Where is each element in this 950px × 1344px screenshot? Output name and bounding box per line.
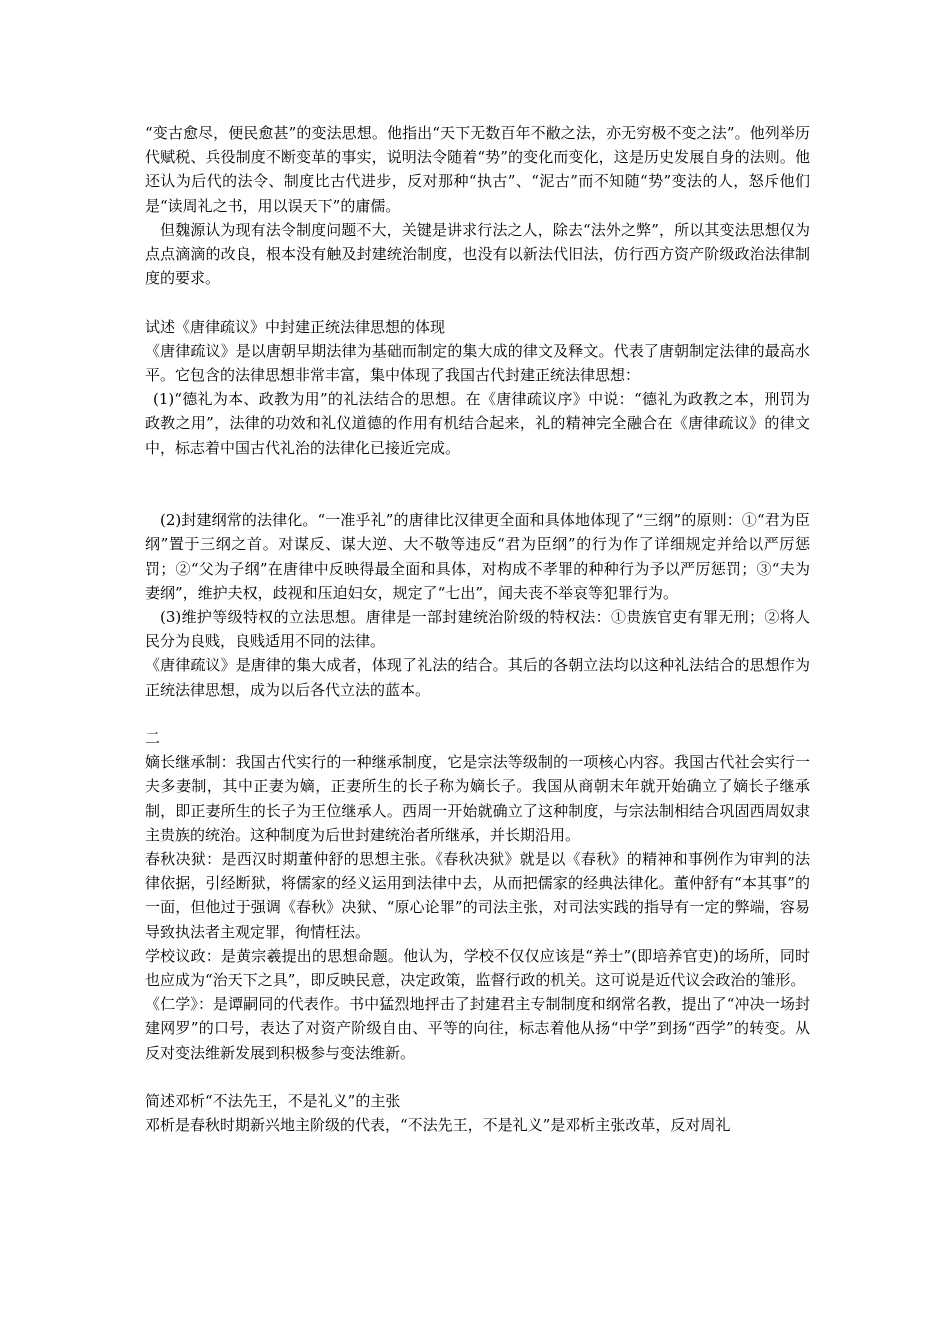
document-page [145, 121, 810, 1137]
heading-tang-code: 试述《唐律疏议》中封建正统法律思想的体现 [145, 317, 446, 336]
heading-deng-xi: 简述邓析“不法先王，不是礼义”的主张 [145, 1092, 401, 1111]
spacer [145, 702, 810, 726]
paragraph-tang-point-1: (1)“德礼为本、政教为用”的礼法结合的思想。在《唐律疏议序》中说：“德礼为政教之本，刑罚为政教之用”，法律的功效和礼仪道德的作用有机结合起来，礼的精神完全融合在《唐律疏议》的律文中，标志着中国古代礼治的法律化已接近完成。 [145, 390, 810, 457]
spacer [145, 460, 810, 508]
paragraph-chunqiu-jueyu: 春秋决狱：是西汉时期董仲舒的思想主张。《春秋决狱》就是以《春秋》的精神和事例作为审判的法律依据，引经断狱，将儒家的经义运用到法律中去，从而把儒家的经典法律化。董仲舒有“本其事”的一面，但他过于强调《春秋》决狱、“原心论罪”的司法主张，对司法实践的指导有一定的弊端，容易导致执法者主观定罪，徇情枉法。 [145, 850, 810, 941]
heading-section-two: 二 [145, 729, 161, 748]
paragraph-tang-conclusion: 《唐律疏议》是唐律的集大成者，体现了礼法的结合。其后的各朝立法均以这种礼法结合的思想作为正统法律思想，成为以后各代立法的蓝本。 [145, 656, 810, 699]
spacer [145, 1065, 810, 1089]
paragraph-tang-point-3: (3)维护等级特权的立法思想。唐律是一部封建统治阶级的特权法：①贵族官吏有罪无刑；②将人民分为良贱，良贱适用不同的法律。 [145, 608, 810, 651]
spacer [145, 290, 810, 314]
paragraph-renxue: 《仁学》：是谭嗣同的代表作。书中猛烈地抨击了封建君主专制制度和纲常名教，提出了“冲决一场封建网罗”的口号，表达了对资产阶级自由、平等的向往，标志着他从扬“中学”到扬“西学”的转变。从反对变法维新发展到积极参与变法维新。 [145, 995, 810, 1062]
paragraph-tang-point-2: (2)封建纲常的法律化。“一准乎礼”的唐律比汉律更全面和具体地体现了“三纲”的原则：①“君为臣纲”置于三纲之首。对谋反、谋大逆、大不敬等违反“君为臣纲”的行为作了详细规定并给以严厉惩罚；②“父为子纲”在唐律中反映得最全面和具体，对构成不孝罪的种种行为予以严厉惩罚；③“夫为妻纲”，维护夫权，歧视和压迫妇女，规定了“七出”，闻夫丧不举哀等犯罪行为。 [145, 511, 810, 602]
paragraph-wei-yuan-limits: 但魏源认为现有法令制度问题不大，关键是讲求行法之人，除去“法外之弊”，所以其变法思想仅为点点滴滴的改良，根本没有触及封建统治制度，也没有以新法代旧法，仿行西方资产阶级政治法律制度的要求。 [145, 220, 810, 288]
paragraph-reform-thought: “变古愈尽，便民愈甚”的变法思想。他指出“天下无数百年不敝之法，亦无穷极不变之法”。他列举历代赋税、兵役制度不断变革的事实，说明法令随着“势”的变化而变化，这是历史发展自身的法则。他还认为后代的法令、制度比古代进步，反对那种“执古”、“泥古”而不知随“势”变法的人，怒斥他们是“读周礼之书，用以误天下”的庸儒。 [145, 124, 810, 215]
paragraph-tang-code-intro: 《唐律疏议》是以唐朝早期法律为基础而制定的集大成的律文及释文。代表了唐朝制定法律的最高水平。它包含的法律思想非常丰富，集中体现了我国古代封建正统法律思想： [145, 341, 810, 385]
paragraph-deng-xi: 邓析是春秋时期新兴地主阶级的代表，“不法先王，不是礼义”是邓析主张改革，反对周礼 [145, 1116, 731, 1135]
paragraph-primogeniture: 嫡长继承制：我国古代实行的一种继承制度，它是宗法等级制的一项核心内容。我国古代社会实行一夫多妻制，其中正妻为嫡，正妻所生的长子称为嫡长子。我国从商朝末年就开始确立了嫡长子继承制，即正妻所生的长子为王位继承人。西周一开始就确立了这种制度，与宗法制相结合巩固西周奴隶主贵族的统治。这种制度为后世封建统治者所继承，并长期沿用。 [145, 753, 810, 844]
paragraph-school-politics: 学校议政：是黄宗羲提出的思想命题。他认为，学校不仅仅应该是“养士”(即培养官吏)的场所，同时也应成为“治天下之具”，即反映民意，决定政策，监督行政的机关。这可说是近代议会政治的雏形。 [145, 946, 810, 990]
